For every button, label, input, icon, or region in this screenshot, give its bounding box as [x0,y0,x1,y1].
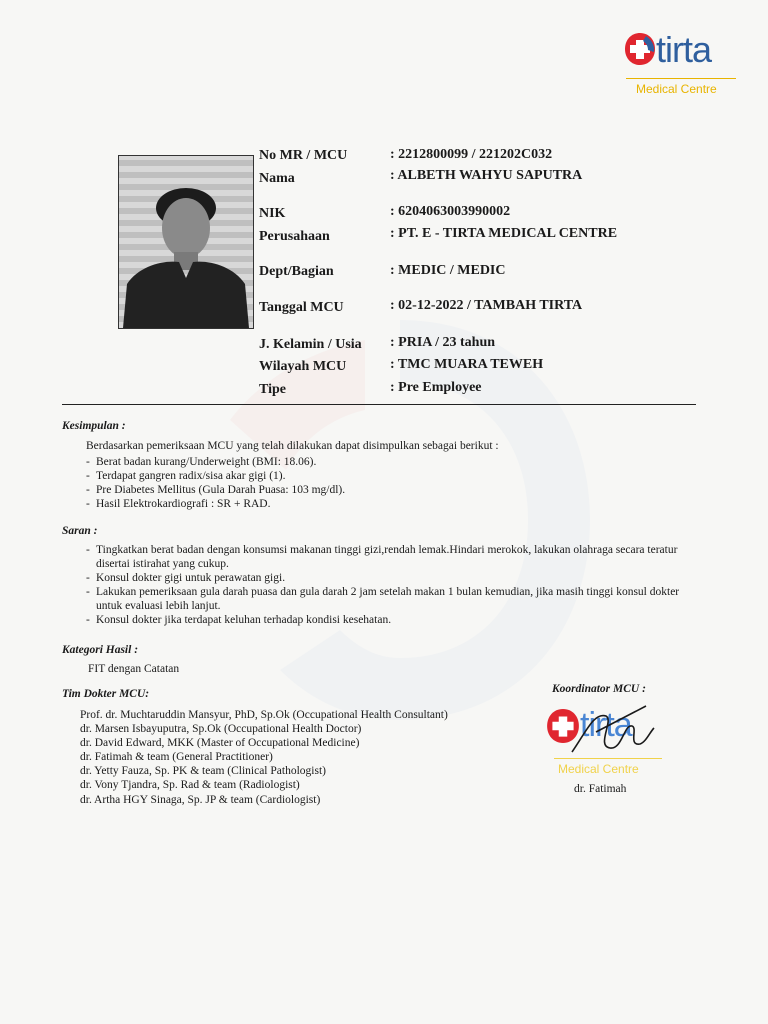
label-nama: Nama [259,171,295,186]
tim-member: dr. Fatimah & team (General Practitioner) [80,751,273,764]
label-perusahaan: Perusahaan [259,229,330,244]
value-no-mr: : 2212800099 / 221202C032 [390,147,553,162]
koordinator-heading: Koordinator MCU : [552,683,646,695]
value-nama: : ALBETH WAHYU SAPUTRA [390,168,583,183]
stamp-subtitle: Medical Centre [558,762,639,776]
tim-member: Prof. dr. Muchtaruddin Mansyur, PhD, Sp.Ok (Occupational Health Consultant) [80,709,448,721]
saran-item: - Tingkatkan berat badan dengan konsumsi makanan tinggi gizi,rendah lemak.Hindari merokok, lakukan olahraga secara teratur disertai istirahat yang cukup. [86,543,682,571]
logo-wordmark: tirta [656,29,712,70]
kesimpulan-item: - Berat badan kurang/Underweight (BMI: 18.06). [86,455,646,469]
tirta-cross-icon [624,32,656,66]
kesimpulan-list [86,455,646,511]
patient-silhouette [119,156,253,328]
kesimpulan-item: - Terdapat gangren radix/sisa akar gigi (1). [86,469,646,483]
tim-member: dr. David Edward, MKK (Master of Occupational Medicine) [80,737,360,750]
kesimpulan-heading: Kesimpulan : [62,420,126,432]
logo-subtitle: Medical Centre [636,82,717,96]
value-kelamin-usia: : PRIA / 23 tahun [390,335,496,350]
koordinator-name: dr. Fatimah [574,783,627,795]
saran-item: - Lakukan pemeriksaan gula darah puasa dan gula darah 2 jam setelah makan 1 bulan kemudian, jika masih tinggi konsul dokter untuk evaluasi lebih lanjut. [86,585,682,613]
signature-scribble [566,702,656,762]
tim-list [80,708,448,807]
label-wilayah: Wilayah MCU [259,359,347,374]
value-nik: : 6204063003990002 [390,204,511,219]
tim-member: dr. Artha HGY Sinaga, Sp. JP & team (Cardiologist) [80,793,321,806]
tim-member: dr. Vony Tjandra, Sp. Rad & team (Radiologist) [80,779,300,792]
value-perusahaan: : PT. E - TIRTA MEDICAL CENTRE [390,226,618,241]
label-tipe: Tipe [259,382,286,397]
koordinator-stamp [546,702,670,778]
section-divider [62,404,696,405]
tirta-logo [624,28,744,98]
kesimpulan-item: - Pre Diabetes Mellitus (Gula Darah Puasa: 103 mg/dl). [86,483,646,497]
value-tanggal: : 02-12-2022 / TAMBAH TIRTA [390,298,583,313]
tim-heading: Tim Dokter MCU: [62,688,150,700]
stamp-wordmark: tirta [580,706,632,744]
kesimpulan-item: - Hasil Elektrokardiografi : SR + RAD. [86,497,646,511]
value-tipe: : Pre Employee [390,380,482,395]
value-wilayah: : TMC MUARA TEWEH [390,357,544,372]
kategori-heading: Kategori Hasil : [62,644,139,656]
label-tanggal: Tanggal MCU [259,300,344,315]
kategori-value: FIT dengan Catatan [88,663,180,675]
tim-member: dr. Marsen Isbayuputra, Sp.Ok (Occupational Health Doctor) [80,723,362,736]
saran-item: - Konsul dokter gigi untuk perawatan gigi. [86,571,682,585]
saran-list [86,543,682,627]
logo-divider [626,78,736,79]
saran-item: - Konsul dokter jika terdapat keluhan terhadap kondisi kesehatan. [86,613,682,627]
patient-photo [118,155,254,329]
label-no-mr: No MR / MCU [259,148,348,163]
value-dept: : MEDIC / MEDIC [390,263,506,278]
tim-member: dr. Yetty Fauza, Sp. PK & team (Clinical Pathologist) [80,765,326,778]
label-kelamin-usia: J. Kelamin / Usia [259,337,362,352]
saran-heading: Saran : [62,525,98,537]
label-nik: NIK [259,206,286,221]
label-dept: Dept/Bagian [259,264,334,279]
kesimpulan-intro: Berdasarkan pemeriksaan MCU yang telah dilakukan dapat disimpulkan sebagai berikut : [86,440,499,452]
